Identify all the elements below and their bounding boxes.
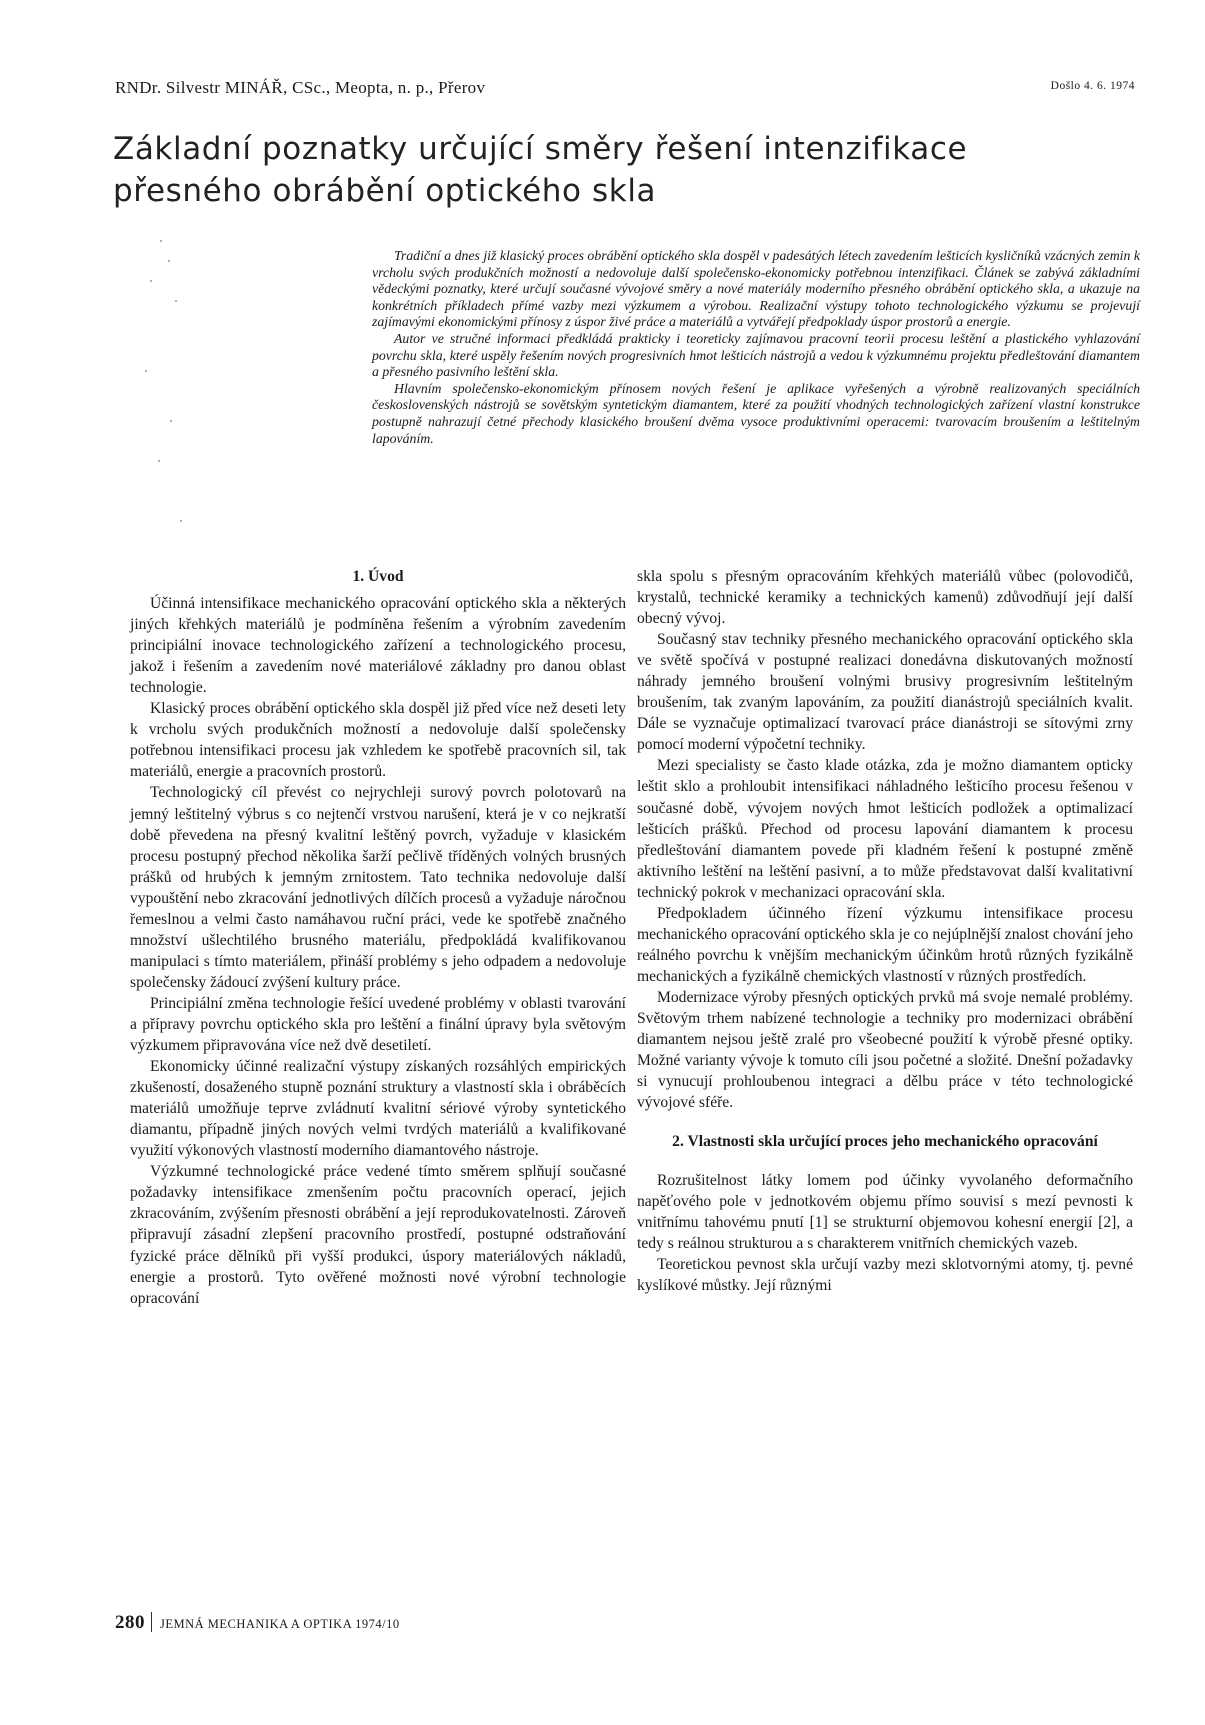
- title-line-2: přesného obrábění optického skla: [113, 173, 657, 209]
- article-title: [113, 128, 1013, 212]
- body-paragraph: Technologický cíl převést co nejrychleji surový povrch polotovarů na jemný leštitelný výbrus s co nejtenčí vrstvou narušení, která je v co nejkratší době převedena na přesný kvalitní leštěný povrch, vyžaduje v klasickém procesu postupný přechod několika šarží pečlivě tříděných volných brusných prášků od hrubých k jemným zrnitostem. Tato technika nedovoluje další vypouštění nebo zkracování jednotlivých dílčích procesů a vyžaduje náročnou řemeslnou a velmi často namáhavou ruční práci, vede ke spotřebě značného množství ušlechtilého brusného materiálu, předpokládá kvalifikovanou manipulaci s tímto materiálem, přináší problémy s jeho odpadem a nedovoluje společensky žádoucí zvýšení kultury práce.: [130, 784, 626, 991]
- footer-divider: [151, 1612, 152, 1632]
- body-paragraph: Klasický proces obrábění optického skla dospěl již před více než deseti lety k vrcholu svých produkčních možností a nedovoluje další společensky potřebnou intensifikaci procesu jak vzhledem ke spotřebě pracovních sil, tak materiálů, energie a pracovních prostorů.: [130, 700, 626, 781]
- body-paragraph: Principiální změna technologie řešící uvedené problémy v oblasti tvarování a přípravy povrchu optického skla pro leštění a finální úpravy byla světovým výzkumem připravována více než dvě desetiletí.: [130, 994, 626, 1055]
- body-paragraph: Ekonomicky účinné realizační výstupy získaných rozsáhlých empirických zkušeností, dosaženého stupně poznání struktury a vlastností skla i obráběcích materiálů umožňuje teprve zvládnutí kvalitní sériové výroby syntetického diamantu, případně jiných nových velmi tvrdých materiálů a kvalifikované využití výkonových vlastností moderního diamantového nástroje.: [130, 1058, 626, 1160]
- abstract-paragraph: Tradiční a dnes již klasický proces obrábění optického skla dospěl v padesátých létech zavedením lešticích kysličníků vzácných zemin k vrcholu svých produkčních možností a nedovoluje další společensko-ekonomicky potřebnou intenzifikaci. Článek se zabývá základními vědeckými poznatky, které určují současné vývojové směry a nové materiály moderního přesného obrábění optického skla, a ukazuje na konkrétních příkladech přímé vazby mezi výzkumem a výrobou. Realizační výstupy tohoto technologického výzkumu se projevují zajímavými ekonomickými přínosy z úspor živé práce a materiálů a vytvářejí předpoklady úspor prostorů a energie.: [372, 248, 1140, 330]
- body-paragraph: Rozrušitelnost látky lomem pod účinky vyvolaného deformačního napěťového pole v jednotkovém objemu přímo souvisí s mezí pevnosti k vnitřnímu tahovému pnutí [1] se strukturní objemovou kohesní energií [2], a tedy s reálnou strukturou a s charakterem vnitřních chemických vazeb.: [637, 1172, 1133, 1253]
- abstract-paragraph: Autor ve stručné informaci předkládá prakticky i teoreticky zajímavou pracovní teorii procesu leštění a plastického vyhlazování povrchu skla, které uspěly řešením nových progresivních hmot lešticích nástrojů a vedou k výzkumnému projektu předleštování diamantem a přesného pasivního leštění skla.: [372, 330, 1140, 380]
- abstract: [372, 248, 1140, 447]
- abstract-paragraph: Hlavním společensko-ekonomickým přínosem nových řešení je aplikace vyřešených a výrobně realizovaných speciálních československých nástrojů se sovětským syntetickým diamantem, které za použití vhodných technologických zařízení vlastní konstrukce postupně nahrazují četné přechody klasického broušení dvěma vysoce produktivními operacemi: tvarovacím broušením a leštitelným lapováním.: [372, 380, 1140, 446]
- journal-name: JEMNÁ MECHANIKA A OPTIKA 1974/10: [160, 1617, 400, 1631]
- author-line: RNDr. Silvestr MINÁŘ, CSc., Meopta, n. p., Přerov: [115, 78, 486, 97]
- title-line-1: Základní poznatky určující směry řešení intenzifikace: [113, 131, 968, 167]
- body-paragraph: Teoretickou pevnost skla určují vazby mezi sklotvornými atomy, tj. pevné kyslíkové můstky. Její různými: [637, 1256, 1133, 1295]
- right-column: [637, 566, 1133, 1297]
- body-paragraph: Účinná intensifikace mechanického opracování optického skla a některých jiných křehkých materiálů je podmíněna řešením a výrobním zavedením principiální inovace technologického zařízení a technologického procesu, jakož i řešením a zavedením nové materiálové základny pro danou oblast technologie.: [130, 595, 626, 697]
- body-paragraph: Mezi specialisty se často klade otázka, zda je možno diamantem opticky leštit sklo a prohloubit intensifikaci náhladného lešticího procesu řešenou v současné době, vývojem nových hmot lešticích podložek a optimalizací lešticích prášků. Přechod od procesu lapování diamantem k procesu předleštování diamantem povede při kladném řešení k postupné změně aktivního leštění na leštění pasivní, a to může představovat další kvalitativní technický pokrok v mechanizaci opracování skla.: [637, 757, 1133, 901]
- page-header: [115, 78, 1135, 102]
- page-footer: [115, 1612, 400, 1634]
- section-2-heading: 2. Vlastnosti skla určující proces jeho mechanického opracování: [672, 1133, 1098, 1151]
- page-number: 280: [115, 1612, 145, 1633]
- body-paragraph: skla spolu s přesným opracováním křehkých materiálů vůbec (polovodičů, krystalů, technické keramiky a technických kamenů) zdůvodňují její další obecný vývoj.: [637, 568, 1133, 628]
- body-paragraph: Současný stav techniky přesného mechanického opracování optického skla ve světě spočívá v postupné realizaci donedávna diskutovaných možností náhrady jemného broušení volnými brusivy progresivním leštitelným broušením, tak zvaným lapováním, za použití dianástrojů speciálních kvalit. Dále se vyznačuje optimalizací tvarovací práce dianástroji se sítovými zrny pomocí moderní výpočetní techniky.: [637, 631, 1133, 754]
- body-paragraph: Modernizace výroby přesných optických prvků má svoje nemalé problémy. Světovým trhem nabízené technologie a techniky pro modernizaci obrábění diamantem nejsou ještě zralé pro všeobecné použití k výrobě přesné optiky. Možné varianty vývoje k tomuto cíli jsou početné a složité. Dnešní požadavky si vynucují prohloubenou integraci a dělbu práce v této technologické vývojové sféře.: [637, 988, 1133, 1112]
- body-paragraph: Výzkumné technologické práce vedené tímto směrem splňují současné požadavky intensifikace zmenšením počtu pracovních operací, jejich zkracováním, zvýšením přesnosti obrábění a její reprodukovatelnosti. Zároveň připravují zásadní zlepšení pracovního prostředí, postupné odstraňování fyzické práce dělníků při vyšší produkci, úspory materiálových nákladů, energie a prostorů. Tyto ověřené možnosti nové výrobní technologie opracování: [130, 1163, 626, 1307]
- received-date: Došlo 4. 6. 1974: [1050, 80, 1135, 92]
- scan-marks: [140, 240, 220, 540]
- section-1-heading: 1. Úvod: [352, 568, 404, 585]
- left-column: [130, 566, 626, 1309]
- body-paragraph: Předpokladem účinného řízení výzkumu intensifikace procesu mechanického opracování optického skla je co nejúplnější znalost chování jeho reálného povrchu k vnějším mechanickým účinkům hrotů různých fyzikálně mechanických a fyzikálně chemických vlastností v různých prostředích.: [637, 904, 1133, 985]
